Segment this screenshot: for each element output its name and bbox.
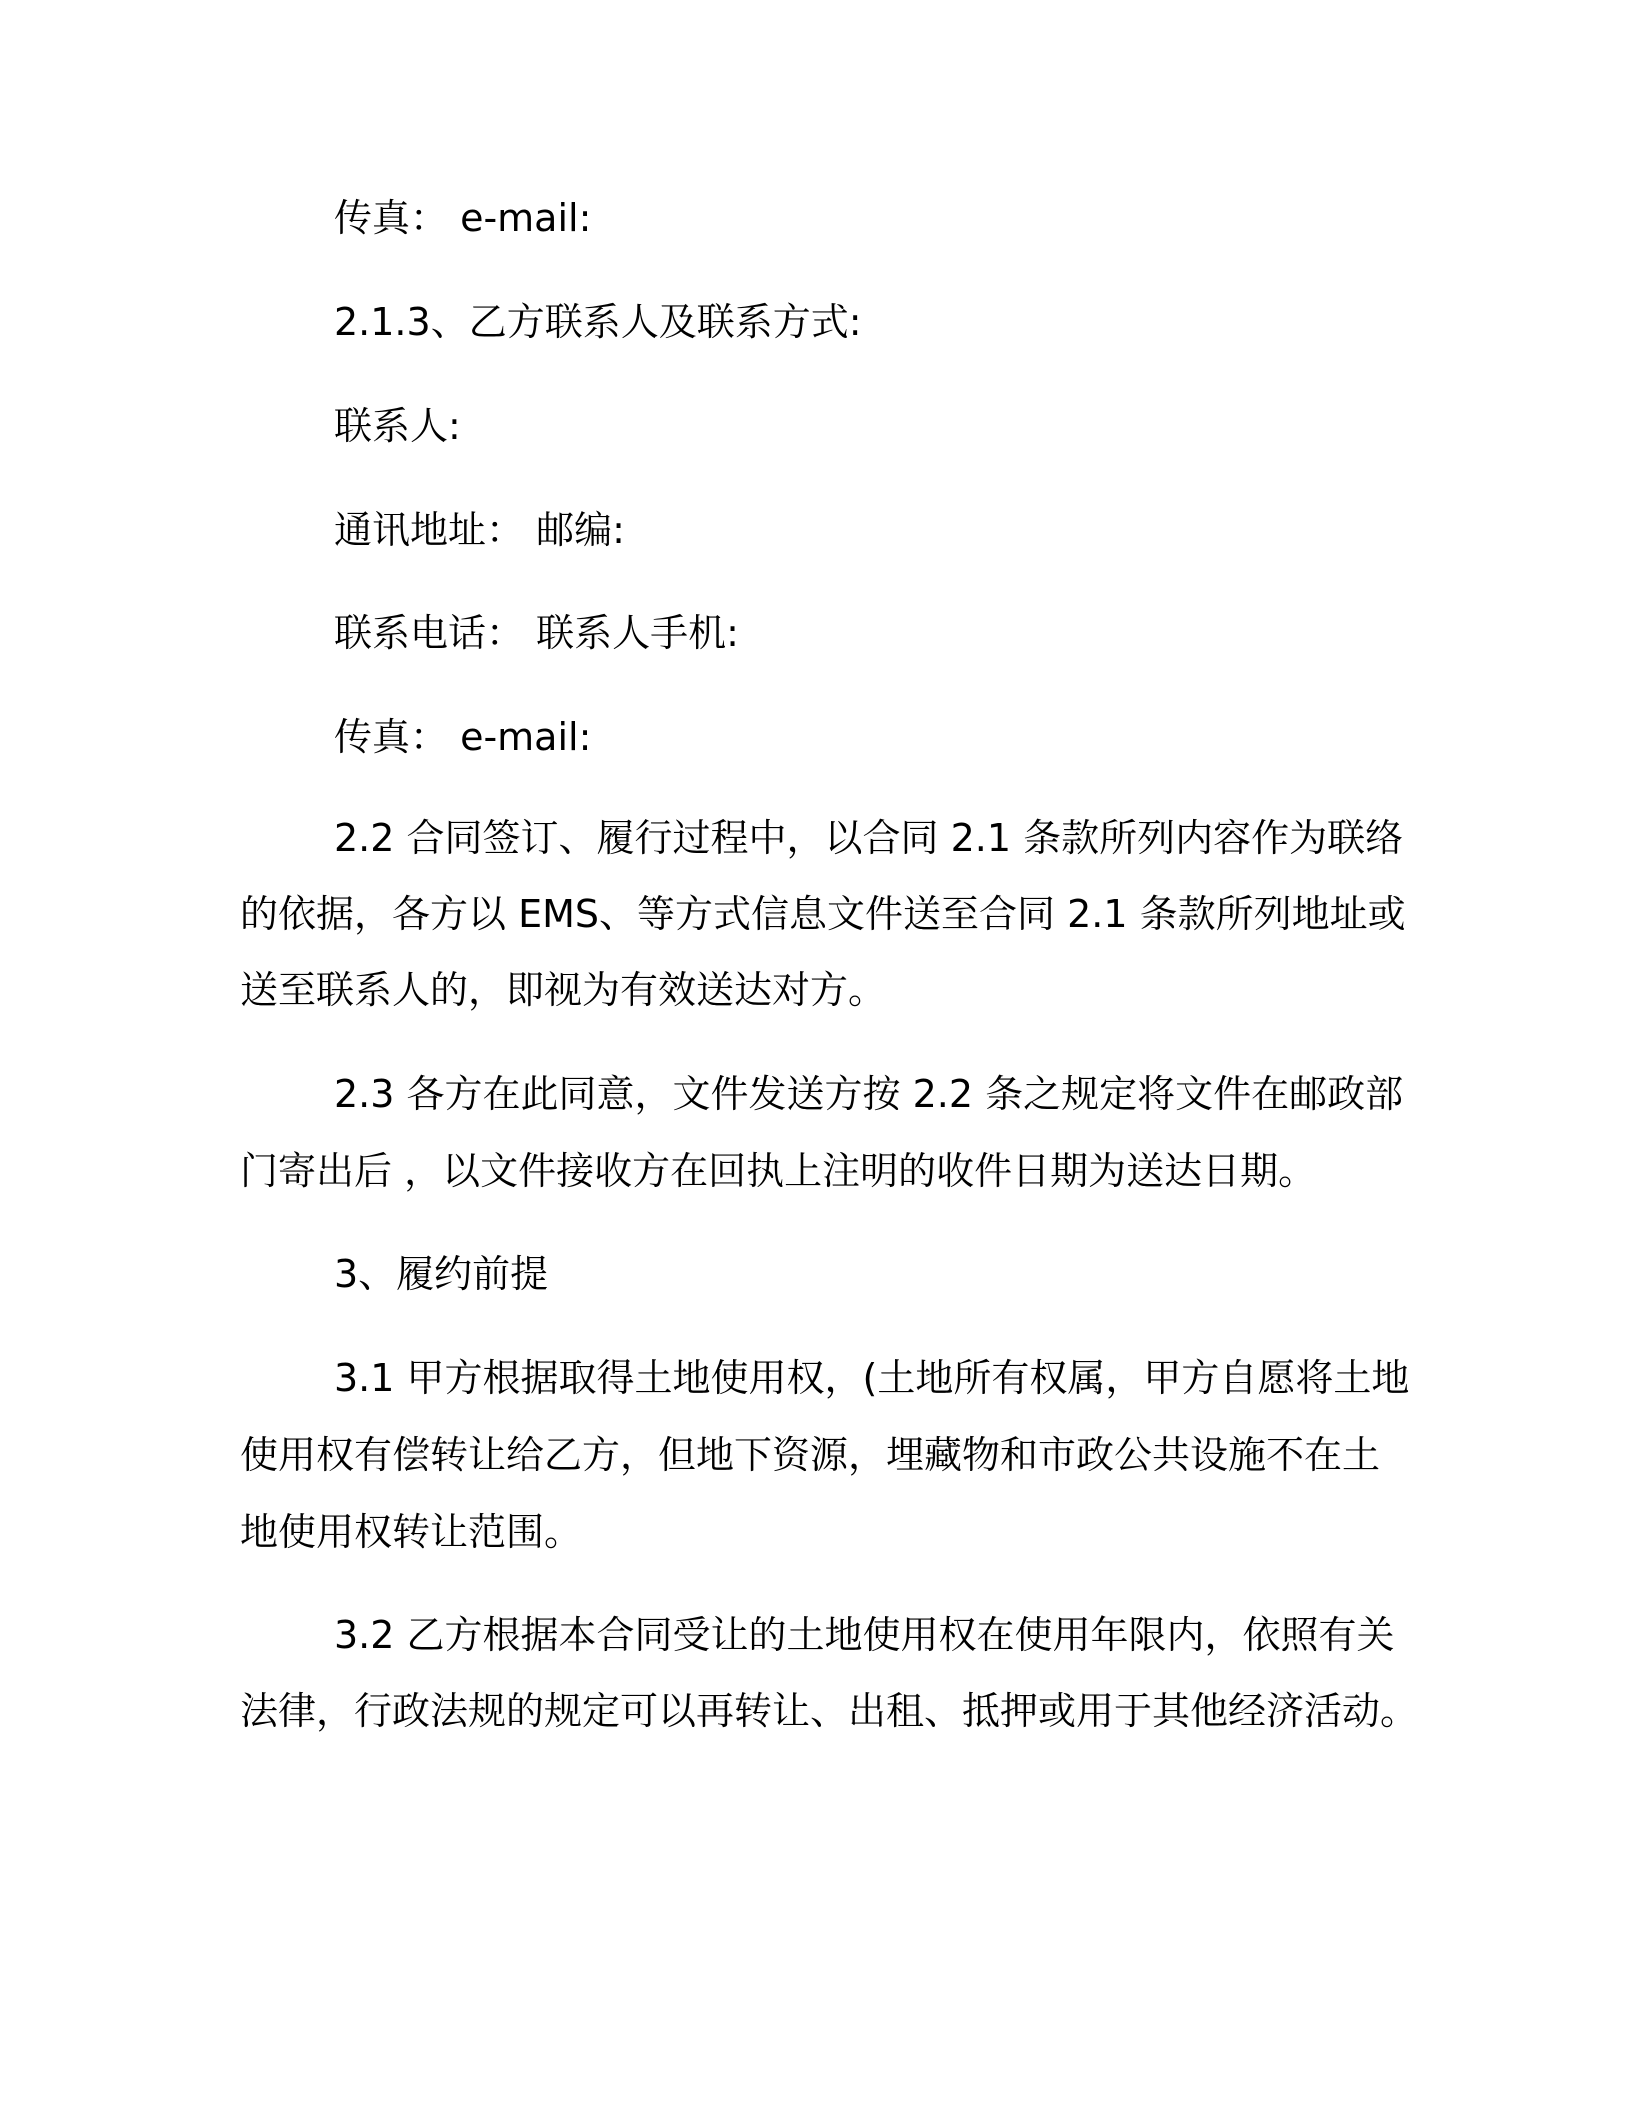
fax-email-line-party-b: 传真： e-mail:: [334, 715, 592, 759]
clause-3-1-line-2: 使用权有偿转让给乙方，但地下资源，埋藏物和市政公共设施不在土: [240, 1433, 1381, 1477]
clause-2-2-line-2: 的依据，各方以 EMS、等方式信息文件送至合同 2.1 条款所列地址或: [240, 892, 1406, 936]
section-2-1-3-heading: 2.1.3、乙方联系人及联系方式:: [334, 300, 862, 344]
phone-mobile-line: 联系电话： 联系人手机:: [334, 611, 739, 655]
clause-3-1-line-3: 地使用权转让范围。: [240, 1510, 583, 1554]
clause-3-1-line-1: 3.1 甲方根据取得土地使用权，(土地所有权属，甲方自愿将土地: [334, 1356, 1410, 1400]
contact-person-line: 联系人:: [334, 404, 461, 448]
clause-3-2-line-2: 法律，行政法规的规定可以再转让、出租、抵押或用于其他经济活动。: [240, 1689, 1419, 1733]
clause-2-2-line-3: 送至联系人的，即视为有效送达对方。: [240, 968, 887, 1012]
clause-3-2-line-1: 3.2 乙方根据本合同受让的土地使用权在使用年限内，依照有关: [334, 1613, 1395, 1657]
clause-2-3-line-1: 2.3 各方在此同意，文件发送方按 2.2 条之规定将文件在邮政部: [334, 1072, 1404, 1116]
address-postcode-line: 通讯地址： 邮编:: [334, 508, 625, 552]
fax-email-line-party-a: 传真： e-mail:: [334, 196, 592, 240]
clause-2-2-line-1: 2.2 合同签订、履行过程中，以合同 2.1 条款所列内容作为联络: [334, 816, 1404, 860]
clause-2-3-line-2: 门寄出后 ，以文件接收方在回执上注明的收件日期为送达日期。: [240, 1149, 1317, 1193]
section-3-heading: 3、履约前提: [334, 1252, 549, 1296]
